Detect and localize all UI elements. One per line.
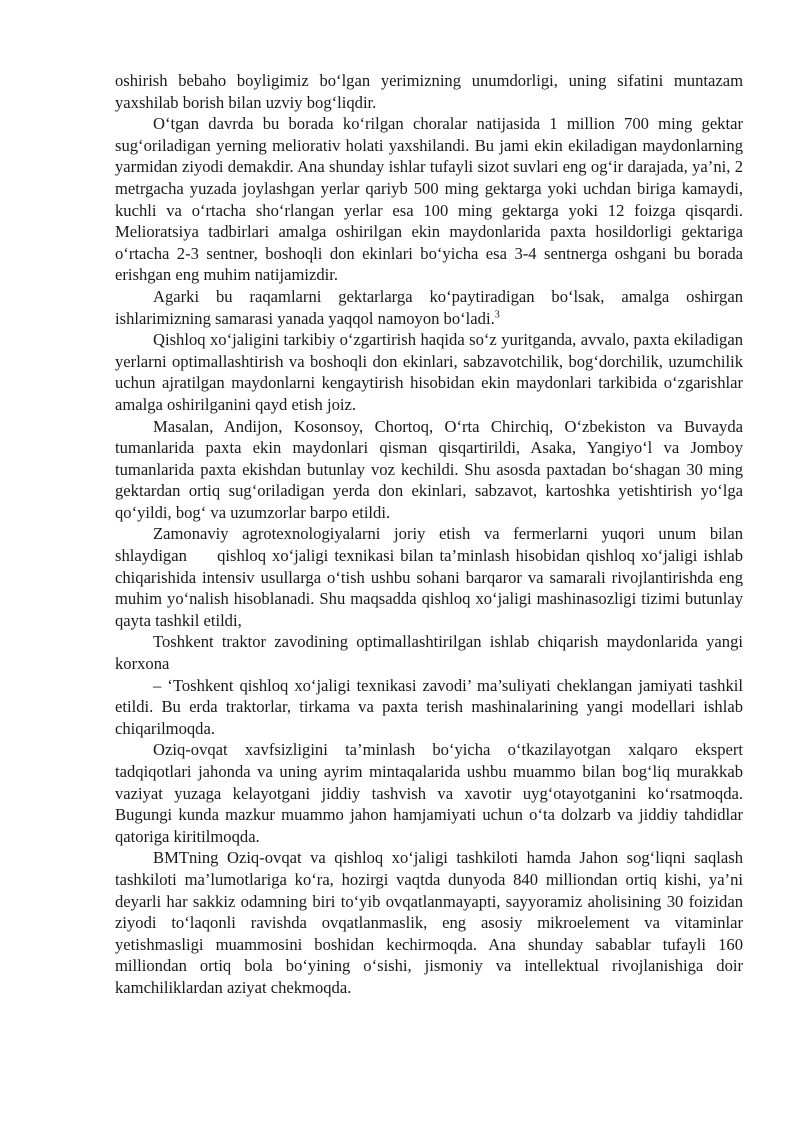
paragraph-7: Toshkent traktor zavodining optimallashtirilgan ishlab chiqarish maydonlarida yangi korxona (115, 632, 743, 674)
paragraph-3-text: Agarki bu raqamlarni gektarlarga ko‘paytiradigan bo‘lsak, amalga oshirgan ishlarimizning samarasi yanada yaqqol namoyon bo‘ladi. (115, 286, 743, 328)
paragraph-8: – ‘Toshkent qishloq xo‘jaligi texnikasi zavodi’ ma’suliyati cheklangan jamiyati tashkil etildi. Bu erda traktorlar, tirkama va paxta terish mashinalarining yangi modellari ishlab chiqarilmoqda. (115, 675, 743, 738)
paragraph-2: O‘tgan davrda bu borada ko‘rilgan choralar natijasida 1 million 700 ming gektar sug‘oriladigan yerning meliorativ holati yaxshilandi. Bu jami ekin ekiladigan maydonlarning yarmidan ziyodi demakdir. Ana shunday ishlar tufayli sizot suvlari eng og‘ir darajada, ya’ni, 2 metrgacha yuzada joylashgan yerlar qariyb 500 ming gektarga yoki uchdan biriga kamaydi, kuchli va o‘rtacha sho‘rlangan yerlar esa 100 ming gektarga yoki 12 foizga qisqardi. Melioratsiya tadbirlari amalga oshirilgan ekin maydonlarida paxta hosildorligi gektariga o‘rtacha 2-3 sentner, boshoqli don ekinlari bo‘yicha esa 3-4 sentnerga oshgani bu borada erishgan eng muhim natijamizdir. (115, 114, 743, 285)
paragraph-1: oshirish bebaho boyligimiz bo‘lgan yerimizning unumdorligi, uning sifatini muntazam yaxshilab borish bilan uzviy bog‘liqdir. (115, 71, 743, 112)
paragraph-5: Masalan, Andijon, Kosonsoy, Chortoq, O‘rta Chirchiq, O‘zbekiston va Buvayda tumanlarida paxta ekin maydonlari qisman qisqartirildi, Asaka, Yangiyo‘l va Jomboy tumanlarida paxta ekishdan butunlay voz kechildi. Shu asosda paxtadan bo‘shagan 30 ming gektardan ortiq sug‘oriladigan yerda don ekinlari, sabzavot, kartoshka yetishtirish yo‘lga qo‘yildi, bog‘ va uzumzorlar barpo etildi. (115, 416, 743, 522)
paragraph-6: Zamonaviy agrotexnologiyalarni joriy etish va fermerlarni yuqori unum bilan shlaydigan qishloq xo‘jaligi texnikasi bilan ta’minlash hisobidan qishloq xo‘jaligi ishlab chiqarishida intensiv usullarga o‘tish ushbu sohani barqaror va samarali rivojlantirishda eng muhim yo‘nalish hisoblanadi. Shu maqsadda qishloq xo‘jaligi mashinasozligi tizimi butunlay qayta tashkil etildi, (115, 524, 743, 630)
paragraph-10: BMTning Oziq-ovqat va qishloq xo‘jaligi tashkiloti hamda Jahon sog‘liqni saqlash tashkiloti ma’lumotlariga ko‘ra, hozirgi vaqtda dunyoda 840 milliondan ortiq kishi, ya’ni deyarli har sakkiz odamning biri to‘yib ovqatlanmayapti, sayyoramiz aholisining 30 foizidan ziyodi to‘laqonli ravishda ovqatlanmaslik, eng asosiy mikroelement va vitaminlar yetishmasligi muammosini boshidan kechirmoqda. Ana shunday sabablar tufayli 160 milliondan ortiq bola bo‘yining o‘sishi, jismoniy va intellektual rivojlanishiga doir kamchiliklardan aziyat chekmoqda. (115, 848, 743, 997)
document-page (115, 70, 743, 999)
paragraph-3 (115, 286, 743, 329)
paragraph-4: Qishloq xo‘jaligini tarkibiy o‘zgartirish haqida so‘z yuritganda, avvalo, paxta ekiladigan yerlarni optimallashtirish va boshoqli don ekinlari, sabzavotchilik, bog‘dorchilik, uzumchilik uchun ajratilgan maydonlarni kengaytirish hisobidan ekin maydonlari tarkibida o‘zgarishlar amalga oshirilganini qayd etish joiz. (115, 330, 743, 414)
footnote-reference: 3 (494, 309, 500, 320)
paragraph-9: Oziq-ovqat xavfsizligini ta’minlash bo‘yicha o‘tkazilayotgan xalqaro ekspert tadqiqotlari jahonda va uning ayrim mintaqalarida ushbu muammo bilan bog‘liq murakkab vaziyat yuzaga kelayotgani jiddiy tashvish va xavotir uyg‘otayotganini ko‘rsatmoqda. Bugungi kunda mazkur muammo jahon hamjamiyati uchun o‘ta dolzarb va jiddiy tahdidlar qatoriga kiritilmoqda. (115, 740, 743, 846)
